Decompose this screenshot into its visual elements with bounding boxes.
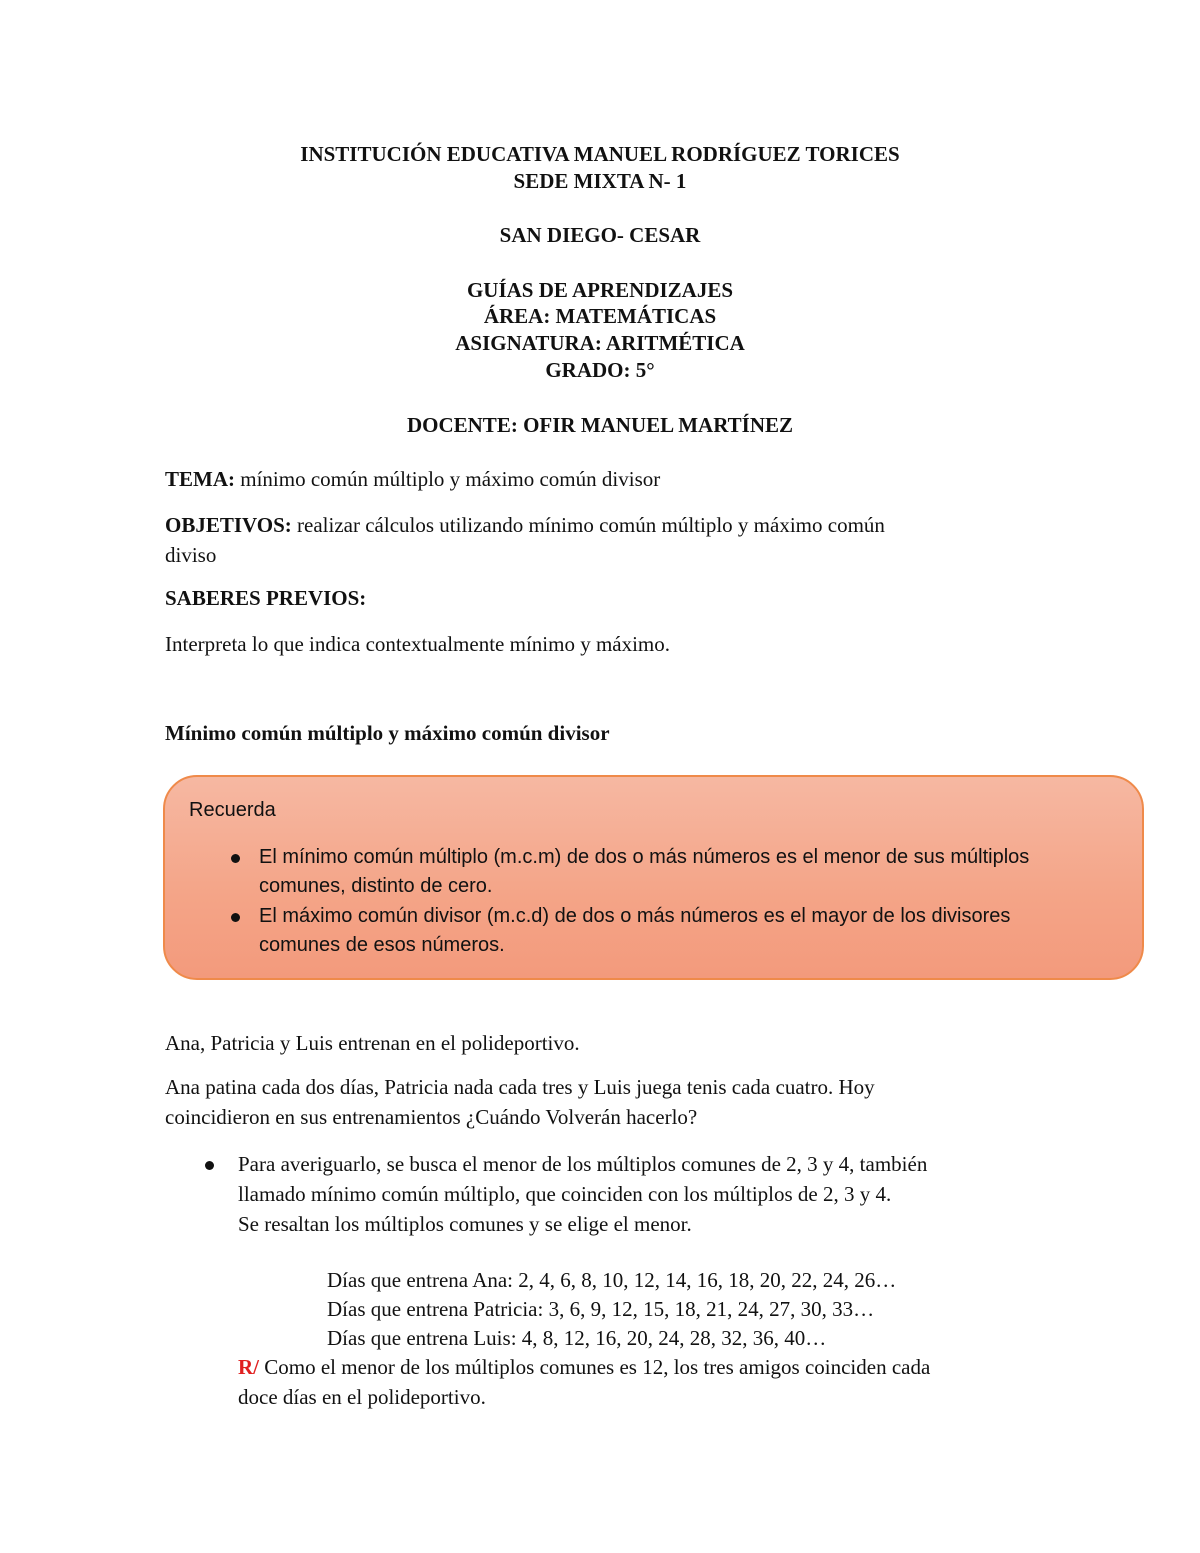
days-ana: Días que entrena Ana: 2, 4, 6, 8, 10, 12, 14, 16, 18, 20, 22, 24, 26…	[327, 1268, 897, 1292]
answer-block	[238, 1352, 1058, 1412]
grade-title: GRADO: 5°	[545, 358, 655, 382]
objetivos-line1: realizar cálculos utilizando mínimo común múltiplo y máximo común	[291, 513, 885, 537]
guide-title: GUÍAS DE APRENDIZAJES	[466, 278, 734, 302]
objetivos-label: OBJETIVOS:	[165, 513, 292, 537]
answer-line2: doce días en el polideportivo.	[238, 1385, 486, 1409]
answer-label: R/	[238, 1355, 259, 1379]
saberes-text: Interpreta lo que indica contextualmente mínimo y máximo.	[165, 632, 671, 656]
teacher-title: DOCENTE: OFIR MANUEL MARTÍNEZ	[406, 413, 794, 437]
objetivos-block	[165, 510, 885, 570]
bullet-icon	[231, 913, 240, 922]
bullet-icon	[205, 1161, 214, 1170]
list-item: El mínimo común múltiplo (m.c.m) de dos o más números es el menor de sus múltiplos comunes, distinto de cero.	[189, 843, 1069, 901]
section-title: Mínimo común múltiplo y máximo común divisor	[165, 721, 610, 745]
sede-title: SEDE MIXTA N- 1	[513, 169, 687, 193]
saberes-label: SABERES PREVIOS:	[165, 586, 367, 610]
bullet-icon	[231, 854, 240, 863]
tema-label: TEMA:	[165, 467, 235, 491]
days-patricia: Días que entrena Patricia: 3, 6, 9, 12, 15, 18, 21, 24, 27, 30, 33…	[327, 1297, 875, 1321]
tema-text: mínimo común múltiplo y máximo común divisor	[235, 467, 661, 491]
area-title: ÁREA: MATEMÁTICAS	[483, 304, 717, 328]
answer-line1: Como el menor de los múltiplos comunes es 12, los tres amigos coinciden cada	[259, 1355, 931, 1379]
method-item: Para averiguarlo, se busca el menor de los múltiplos comunes de 2, 3 y 4, también llamado mínimo común múltiplo, que coinciden con los múltiplos de 2, 3 y 4. Se resaltan los múltiplos comunes y se elige el menor.	[238, 1149, 1058, 1239]
subject-title: ASIGNATURA: ARITMÉTICA	[455, 331, 745, 355]
recuerda-box	[163, 775, 1144, 980]
objetivos-line2: diviso	[165, 543, 217, 567]
problem-intro: Ana, Patricia y Luis entrenan en el polideportivo.	[165, 1031, 580, 1055]
days-luis: Días que entrena Luis: 4, 8, 12, 16, 20, 24, 28, 32, 36, 40…	[327, 1326, 827, 1350]
recuerda-title: Recuerda	[189, 799, 276, 821]
institution-title: INSTITUCIÓN EDUCATIVA MANUEL RODRÍGUEZ TORICES	[300, 142, 900, 166]
location-title: SAN DIEGO- CESAR	[499, 223, 701, 247]
tema-line	[165, 464, 660, 494]
list-item: El máximo común divisor (m.c.d) de dos o más números es el mayor de los divisores comunes de esos números.	[189, 902, 1069, 960]
recuerda-list	[189, 843, 1069, 961]
problem-statement: Ana patina cada dos días, Patricia nada cada tres y Luis juega tenis cada cuatro. Hoy coincidieron en sus entrenamientos ¿Cuándo Volverán hacerlo?	[165, 1075, 875, 1129]
